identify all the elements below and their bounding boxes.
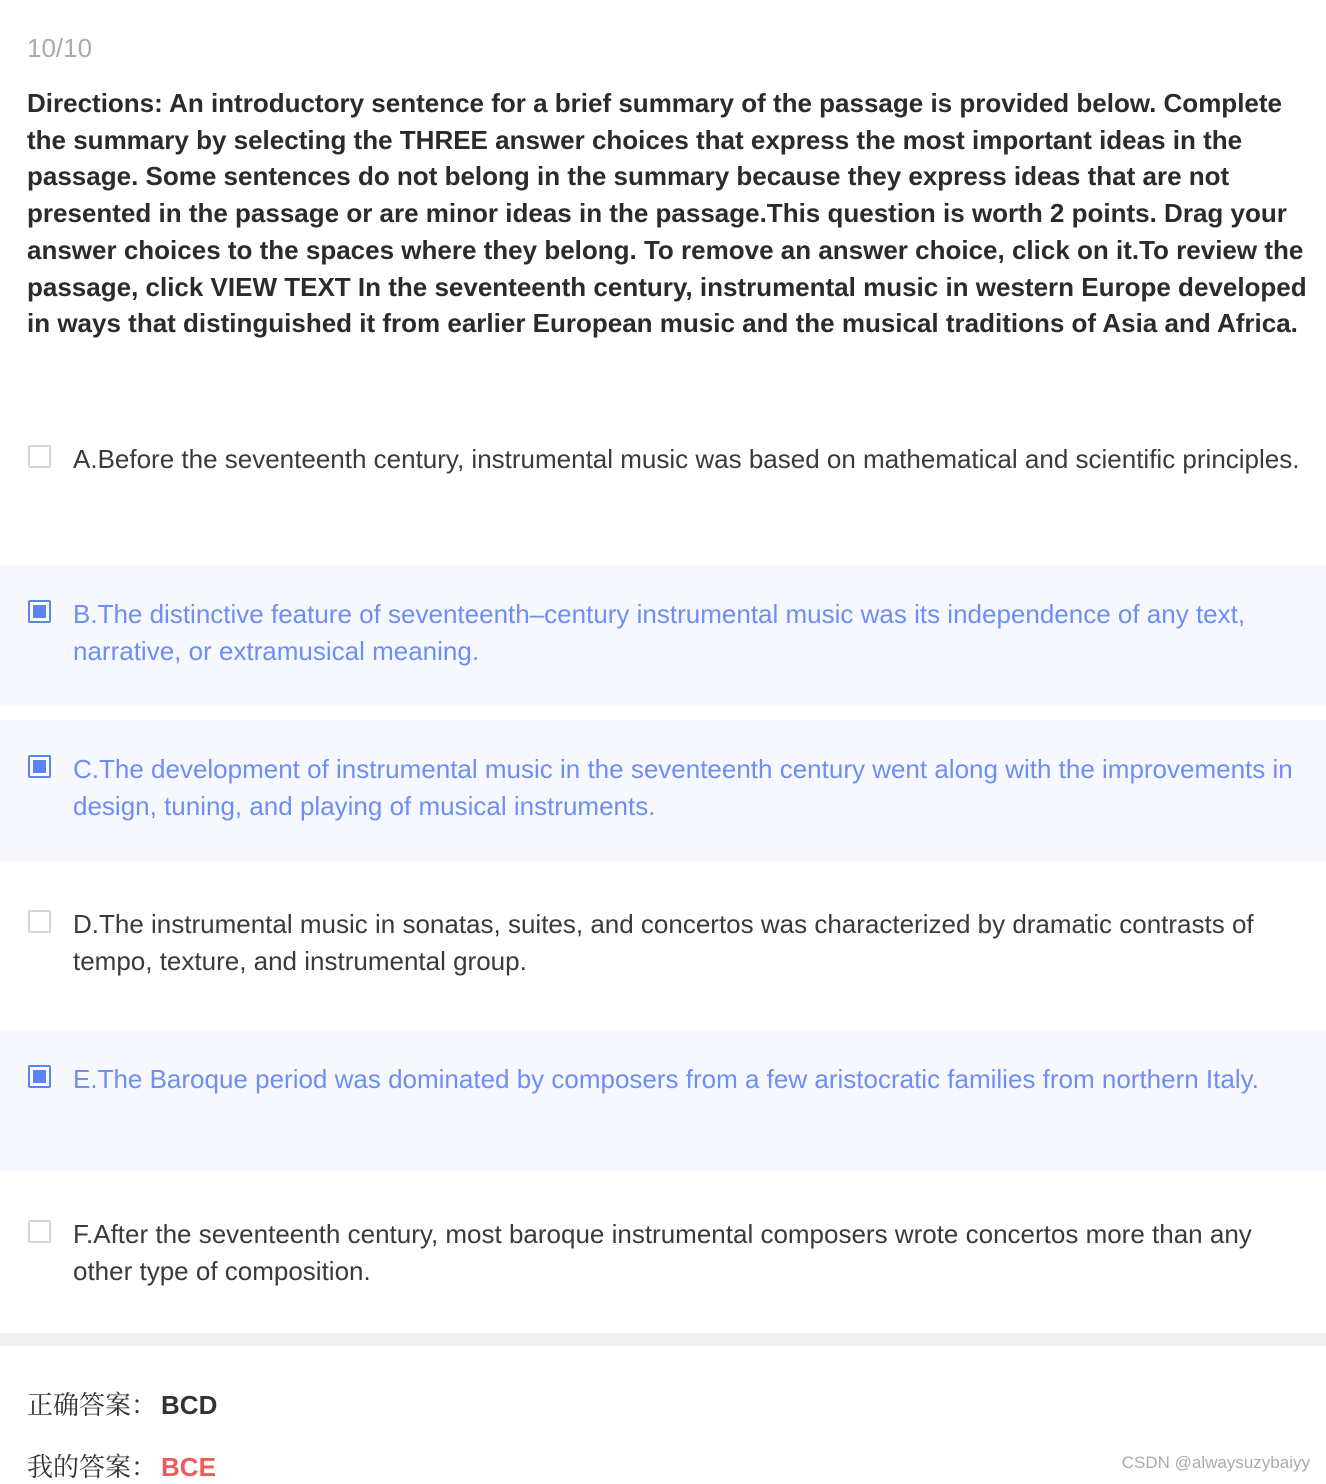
option-f[interactable] [0,1185,1326,1326]
correct-answer-label: 正确答案： [27,1391,158,1421]
option-f-text: F.After the seventeenth century, most baroque instrumental composers wrote concertos more than any other type of composition. [73,1219,1252,1286]
checkbox-a[interactable] [28,445,51,468]
question-text: Directions: An introductory sentence for a brief summary of the passage is provided below. Complete the summary by selecting the THREE answer choices that express the most important ideas in the passage. Some sentences do not belong in the summary because they express ideas that are not presented in the passage or are minor ideas in the passage.This question is worth 2 points. Drag your answer choices to the spaces where they belong. To remove an answer choice, click on it.To review the passage, click VIEW TEXT In the seventeenth century, instrumental music in western Europe developed in ways that distinguished it from earlier European music and the musical traditions of Asia and Africa. [27,88,1307,339]
my-answer-label: 我的答案： [27,1453,158,1483]
option-e-text: E.The Baroque period was dominated by composers from a few aristocratic families from northern Italy. [73,1064,1259,1094]
option-b[interactable] [0,565,1326,706]
checkbox-d[interactable] [28,910,51,933]
option-b-text: B.The distinctive feature of seventeenth–century instrumental music was its independence of any text, narrative, or extramusical meaning. [73,599,1246,666]
my-answer-value: BCE [161,1452,216,1482]
option-e[interactable] [0,1030,1326,1171]
my-answer-row [27,1447,216,1484]
checkbox-f[interactable] [28,1220,51,1243]
option-a-text: A.Before the seventeenth century, instrumental music was based on mathematical and scientific principles. [73,444,1300,474]
checkbox-e[interactable] [28,1065,51,1088]
correct-answer-row [27,1385,217,1422]
option-d-text: D.The instrumental music in sonatas, suites, and concertos was characterized by dramatic contrasts of tempo, texture, and instrumental group. [73,909,1254,976]
question-progress: 10/10 [27,33,93,63]
correct-answer-value: BCD [161,1390,218,1420]
option-c-text: C.The development of instrumental music in the seventeenth century went along with the improvements in design, tuning, and playing of musical instruments. [73,754,1293,821]
option-a[interactable] [0,410,1326,551]
checkbox-c[interactable] [28,755,51,778]
watermark: CSDN @alwaysuzybaiyy [1121,1453,1310,1472]
option-d[interactable] [0,875,1326,1016]
section-divider [0,1333,1326,1346]
option-c[interactable] [0,720,1326,861]
checkbox-b[interactable] [28,600,51,623]
